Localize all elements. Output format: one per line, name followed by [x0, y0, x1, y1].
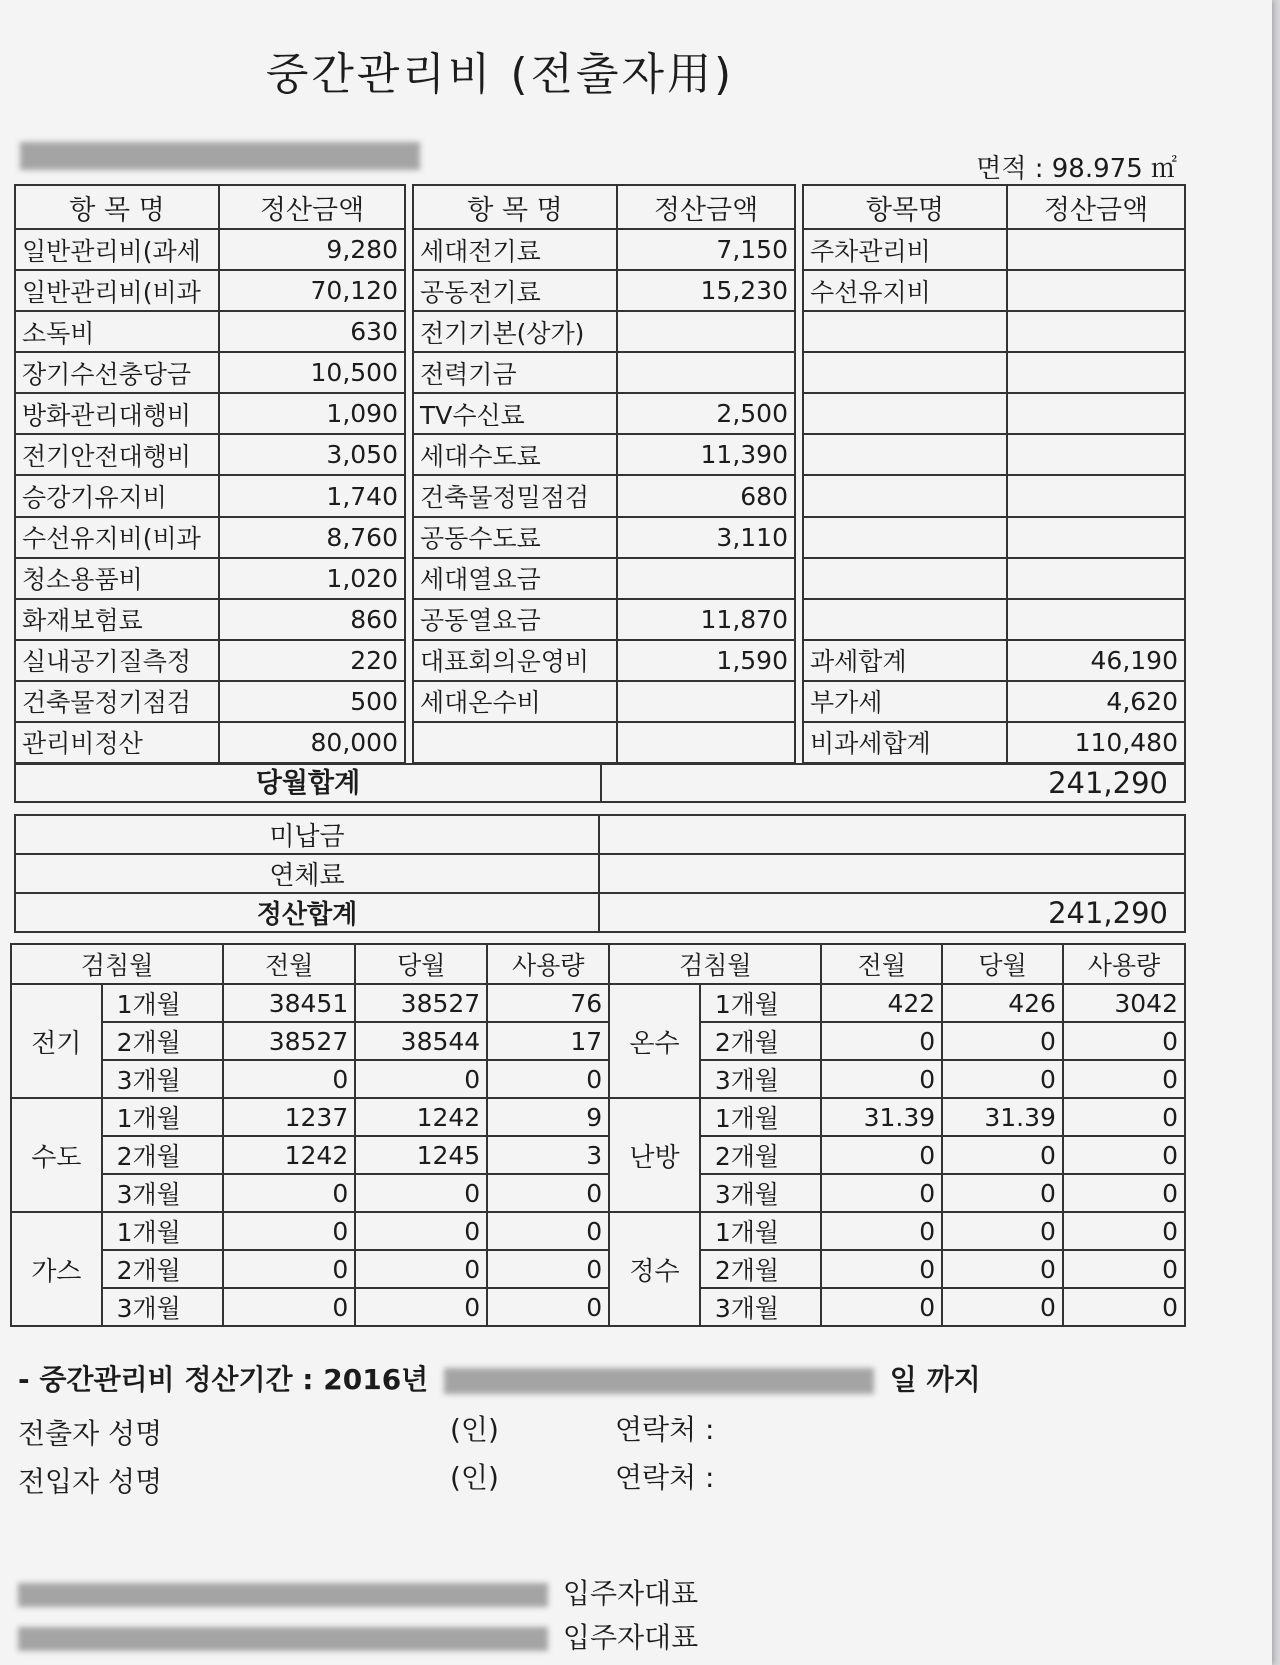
fee-item-amount: 1,020 — [219, 558, 405, 599]
meter-curr: 426 — [942, 984, 1063, 1022]
fee-item-amount — [1007, 393, 1185, 434]
fee-item-amount: 9,280 — [219, 229, 405, 270]
meter-curr: 0 — [942, 1174, 1063, 1212]
meter-curr: 0 — [942, 1212, 1063, 1250]
meter-prev: 0 — [821, 1136, 942, 1174]
meter-prev: 0 — [821, 1022, 942, 1060]
late-fee-row — [15, 854, 1185, 893]
fee-row — [413, 270, 795, 311]
fee-item-amount — [1007, 352, 1185, 393]
meter-usage: 0 — [1063, 1060, 1185, 1098]
fee-row — [803, 352, 1185, 393]
fee-item-name: 수선유지비 — [803, 270, 1007, 311]
period-prefix: - 중간관리비 정산기간 : 2016년 — [18, 1363, 429, 1396]
settlement-table — [14, 814, 1186, 933]
meter-curr: 0 — [355, 1250, 487, 1288]
meter-group-left: 수도 — [11, 1098, 102, 1212]
meter-prev: 0 — [821, 1288, 942, 1326]
fee-item-amount — [1007, 517, 1185, 558]
fee-item-amount: 3,110 — [617, 517, 795, 558]
fee-item-name — [803, 599, 1007, 640]
fee-row — [803, 517, 1185, 558]
fee-row — [15, 270, 405, 311]
meter-row — [11, 984, 1185, 1022]
meter-prev: 0 — [223, 1060, 355, 1098]
meter-month: 3개월 — [700, 1288, 822, 1326]
meter-prev: 38527 — [223, 1022, 355, 1060]
fee-item-amount: 70,120 — [219, 270, 405, 311]
fee-row — [803, 434, 1185, 475]
area-label: 면적 : 98.975 ㎡ — [976, 154, 1177, 184]
fee-item-amount: 11,390 — [617, 434, 795, 475]
fee-item-amount: 8,760 — [219, 517, 405, 558]
mover-in-contact: 연락처 : — [615, 1461, 715, 1494]
meter-curr: 0 — [355, 1174, 487, 1212]
fee-header-name: 항 목 명 — [15, 185, 219, 229]
fee-item-name: 일반관리비(과세 — [15, 229, 219, 270]
meter-prev: 0 — [223, 1250, 355, 1288]
meter-month: 2개월 — [102, 1250, 224, 1288]
fee-item-name — [803, 393, 1007, 434]
meter-curr: 0 — [355, 1288, 487, 1326]
meter-curr: 0 — [355, 1212, 487, 1250]
meter-prev: 31.39 — [821, 1098, 942, 1136]
meter-row — [11, 1060, 1185, 1098]
fee-item-name — [803, 434, 1007, 475]
fee-item-amount: 15,230 — [617, 270, 795, 311]
meter-curr: 0 — [942, 1022, 1063, 1060]
meter-month: 3개월 — [102, 1174, 224, 1212]
fee-row — [413, 599, 795, 640]
fee-header-name: 항목명 — [803, 185, 1007, 229]
fee-row — [15, 517, 405, 558]
meter-month: 2개월 — [700, 1136, 822, 1174]
meter-group-right: 정수 — [609, 1212, 700, 1326]
fee-row — [15, 434, 405, 475]
fee-item-name: 일반관리비(비과 — [15, 270, 219, 311]
mover-out-stamp: (인) — [450, 1413, 499, 1446]
fee-item-amount — [1007, 434, 1185, 475]
meter-curr: 1245 — [355, 1136, 487, 1174]
meter-row — [11, 1288, 1185, 1326]
fee-table-a — [14, 184, 406, 764]
fee-item-amount — [1007, 599, 1185, 640]
fee-row — [413, 640, 795, 681]
mover-in-name: 전입자 성명 — [18, 1465, 163, 1498]
meter-header: 검침월 — [609, 944, 821, 984]
meter-row — [11, 1174, 1185, 1212]
fee-item-name: 세대수도료 — [413, 434, 617, 475]
fee-item-amount — [1007, 229, 1185, 270]
meter-reading-table — [10, 943, 1186, 1327]
meter-header: 당월 — [942, 944, 1063, 984]
fee-item-name: 대표회의운영비 — [413, 640, 617, 681]
fee-row — [15, 640, 405, 681]
fee-item-name: 전기기본(상가) — [413, 311, 617, 352]
mover-out-contact: 연락처 : — [615, 1413, 715, 1446]
fee-item-name — [803, 352, 1007, 393]
fee-item-name: 장기수선충당금 — [15, 352, 219, 393]
fee-item-amount: 220 — [219, 640, 405, 681]
fee-item-amount: 680 — [617, 475, 795, 516]
fee-item-name — [803, 517, 1007, 558]
meter-header: 검침월 — [11, 944, 223, 984]
meter-usage: 0 — [1063, 1250, 1185, 1288]
meter-header: 전월 — [821, 944, 942, 984]
meter-usage: 0 — [1063, 1022, 1185, 1060]
settlement-period — [18, 1358, 981, 1398]
fee-item-amount: 860 — [219, 599, 405, 640]
fee-row — [803, 558, 1185, 599]
fee-row — [15, 475, 405, 516]
mover-in-stamp: (인) — [450, 1461, 499, 1494]
fee-row — [803, 640, 1185, 681]
fee-item-name: 청소용품비 — [15, 558, 219, 599]
fee-item-name: 세대열요금 — [413, 558, 617, 599]
meter-prev: 0 — [821, 1174, 942, 1212]
fee-item-amount: 7,150 — [617, 229, 795, 270]
meter-prev: 0 — [821, 1212, 942, 1250]
fee-row — [803, 722, 1185, 763]
fee-item-name: 주차관리비 — [803, 229, 1007, 270]
meter-prev: 1242 — [223, 1136, 355, 1174]
fee-row — [413, 722, 795, 763]
fee-item-amount: 1,090 — [219, 393, 405, 434]
settle-total-label: 정산합계 — [15, 893, 599, 932]
fee-item-amount — [617, 681, 795, 722]
fee-header-amount: 정산금액 — [617, 185, 795, 229]
fee-row — [803, 599, 1185, 640]
fee-row — [803, 393, 1185, 434]
fee-item-amount: 10,500 — [219, 352, 405, 393]
meter-month: 2개월 — [102, 1022, 224, 1060]
month-total-label: 당월합계 — [16, 765, 602, 801]
meter-curr: 0 — [942, 1288, 1063, 1326]
meter-usage: 0 — [1063, 1288, 1185, 1326]
fee-item-amount — [617, 558, 795, 599]
month-total-row — [14, 763, 1186, 803]
meter-prev: 38451 — [223, 984, 355, 1022]
fee-item-amount — [1007, 558, 1185, 599]
fee-item-amount: 11,870 — [617, 599, 795, 640]
meter-curr: 38527 — [355, 984, 487, 1022]
fee-row — [803, 475, 1185, 516]
fee-row — [803, 311, 1185, 352]
fee-item-name: 공동열요금 — [413, 599, 617, 640]
meter-prev: 0 — [223, 1174, 355, 1212]
fee-item-name — [803, 558, 1007, 599]
meter-curr: 0 — [355, 1060, 487, 1098]
redacted-rep-2 — [18, 1627, 548, 1651]
representative-line-2 — [18, 1616, 698, 1656]
meter-prev: 422 — [821, 984, 942, 1022]
meter-month: 2개월 — [700, 1250, 822, 1288]
meter-group-left: 전기 — [11, 984, 102, 1098]
fee-item-amount: 1,740 — [219, 475, 405, 516]
fee-row — [413, 393, 795, 434]
fee-row — [413, 434, 795, 475]
fee-row — [803, 270, 1185, 311]
meter-group-left: 가스 — [11, 1212, 102, 1326]
fee-row — [413, 475, 795, 516]
meter-row — [11, 1136, 1185, 1174]
redacted-rep-1 — [18, 1583, 548, 1607]
meter-month: 1개월 — [102, 1098, 224, 1136]
meter-month: 1개월 — [700, 1212, 822, 1250]
fee-item-name: 공동수도료 — [413, 517, 617, 558]
meter-usage: 0 — [487, 1060, 609, 1098]
meter-curr: 1242 — [355, 1098, 487, 1136]
meter-curr: 0 — [942, 1060, 1063, 1098]
meter-prev: 0 — [223, 1212, 355, 1250]
fee-item-amount: 4,620 — [1007, 681, 1185, 722]
fee-item-name: 전기안전대행비 — [15, 434, 219, 475]
meter-usage: 0 — [1063, 1174, 1185, 1212]
unpaid-row — [15, 815, 1185, 854]
meter-month: 1개월 — [102, 1212, 224, 1250]
meter-header: 사용량 — [1063, 944, 1185, 984]
meter-usage: 0 — [1063, 1098, 1185, 1136]
meter-header: 사용량 — [487, 944, 609, 984]
meter-usage: 3042 — [1063, 984, 1185, 1022]
fee-table-c — [802, 184, 1186, 764]
fee-row — [413, 517, 795, 558]
fee-row — [413, 311, 795, 352]
fee-item-amount — [1007, 311, 1185, 352]
fee-item-name — [803, 475, 1007, 516]
fee-item-name: 화재보험료 — [15, 599, 219, 640]
fee-header-amount: 정산금액 — [219, 185, 405, 229]
meter-prev: 0 — [821, 1250, 942, 1288]
late-fee-label: 연체료 — [15, 854, 599, 893]
meter-usage: 0 — [487, 1174, 609, 1212]
fee-item-name: 방화관리대행비 — [15, 393, 219, 434]
fee-row — [803, 229, 1185, 270]
settle-total-value: 241,290 — [599, 893, 1185, 932]
redacted-period — [444, 1368, 874, 1394]
meter-month: 3개월 — [102, 1060, 224, 1098]
fee-item-amount: 2,500 — [617, 393, 795, 434]
fee-row — [15, 558, 405, 599]
fee-item-name: 관리비정산 — [15, 722, 219, 763]
fee-item-amount — [1007, 270, 1185, 311]
fee-row — [15, 352, 405, 393]
meter-row — [11, 1250, 1185, 1288]
fee-item-amount: 1,590 — [617, 640, 795, 681]
meter-row — [11, 1098, 1185, 1136]
fee-item-amount: 3,050 — [219, 434, 405, 475]
month-total-value: 241,290 — [1048, 766, 1168, 800]
rep-title-2: 입주자대표 — [562, 1621, 699, 1654]
meter-prev: 1237 — [223, 1098, 355, 1136]
fee-header-name: 항 목 명 — [413, 185, 617, 229]
fee-item-amount — [617, 311, 795, 352]
meter-usage: 0 — [1063, 1212, 1185, 1250]
fee-item-amount: 500 — [219, 681, 405, 722]
fee-row — [413, 229, 795, 270]
meter-usage: 0 — [1063, 1136, 1185, 1174]
fee-row — [15, 681, 405, 722]
meter-month: 1개월 — [102, 984, 224, 1022]
meter-month: 1개월 — [700, 984, 822, 1022]
meter-usage: 76 — [487, 984, 609, 1022]
meter-usage: 17 — [487, 1022, 609, 1060]
fee-item-name: 실내공기질측정 — [15, 640, 219, 681]
fee-item-amount: 630 — [219, 311, 405, 352]
fee-item-amount: 80,000 — [219, 722, 405, 763]
fee-item-amount — [617, 352, 795, 393]
meter-usage: 9 — [487, 1098, 609, 1136]
meter-prev: 0 — [821, 1060, 942, 1098]
meter-month: 3개월 — [102, 1288, 224, 1326]
fee-item-name: 수선유지비(비과 — [15, 517, 219, 558]
fee-item-name: 전력기금 — [413, 352, 617, 393]
meter-month: 1개월 — [700, 1098, 822, 1136]
unpaid-value — [599, 815, 1185, 854]
meter-month: 2개월 — [102, 1136, 224, 1174]
unpaid-label: 미납금 — [15, 815, 599, 854]
meter-usage: 0 — [487, 1250, 609, 1288]
meter-usage: 3 — [487, 1136, 609, 1174]
meter-group-right: 온수 — [609, 984, 700, 1098]
fee-row — [15, 722, 405, 763]
fee-item-amount — [617, 722, 795, 763]
fee-item-name: 세대온수비 — [413, 681, 617, 722]
fee-item-amount: 46,190 — [1007, 640, 1185, 681]
meter-group-right: 난방 — [609, 1098, 700, 1212]
meter-month: 3개월 — [700, 1060, 822, 1098]
fee-item-name: TV수신료 — [413, 393, 617, 434]
mover-out-name: 전출자 성명 — [18, 1417, 163, 1450]
period-suffix: 일 까지 — [889, 1363, 981, 1396]
fee-header-amount: 정산금액 — [1007, 185, 1185, 229]
meter-prev: 0 — [223, 1288, 355, 1326]
meter-curr: 0 — [942, 1250, 1063, 1288]
settle-total-row — [15, 893, 1185, 932]
meter-header: 당월 — [355, 944, 487, 984]
fee-row — [413, 352, 795, 393]
fee-item-name: 세대전기료 — [413, 229, 617, 270]
fee-item-amount: 110,480 — [1007, 722, 1185, 763]
representative-line-1 — [18, 1572, 698, 1612]
meter-curr: 31.39 — [942, 1098, 1063, 1136]
meter-month: 2개월 — [700, 1022, 822, 1060]
fee-row — [413, 558, 795, 599]
fee-item-name: 승강기유지비 — [15, 475, 219, 516]
fee-item-name — [803, 311, 1007, 352]
meter-row — [11, 1022, 1185, 1060]
meter-month: 3개월 — [700, 1174, 822, 1212]
fee-row — [15, 599, 405, 640]
meter-usage: 0 — [487, 1288, 609, 1326]
fee-item-name: 건축물정기점검 — [15, 681, 219, 722]
meter-curr: 38544 — [355, 1022, 487, 1060]
fee-row — [15, 393, 405, 434]
meter-usage: 0 — [487, 1212, 609, 1250]
fee-item-name — [413, 722, 617, 763]
fee-item-name: 부가세 — [803, 681, 1007, 722]
redacted-address — [20, 142, 420, 170]
fee-item-name: 공동전기료 — [413, 270, 617, 311]
fee-row — [803, 681, 1185, 722]
fee-item-name: 비과세합계 — [803, 722, 1007, 763]
fee-item-name: 과세합계 — [803, 640, 1007, 681]
fee-table-b — [412, 184, 796, 764]
meter-curr: 0 — [942, 1136, 1063, 1174]
fee-row — [15, 311, 405, 352]
fee-row — [15, 229, 405, 270]
rep-title-1: 입주자대표 — [562, 1577, 699, 1610]
fee-item-name: 소독비 — [15, 311, 219, 352]
late-fee-value — [599, 854, 1185, 893]
meter-header: 전월 — [223, 944, 355, 984]
meter-row — [11, 1212, 1185, 1250]
fee-row — [413, 681, 795, 722]
fee-item-amount — [1007, 475, 1185, 516]
fee-item-name: 건축물정밀점검 — [413, 475, 617, 516]
document-title: 중간관리비 (전출자用) — [265, 49, 735, 100]
